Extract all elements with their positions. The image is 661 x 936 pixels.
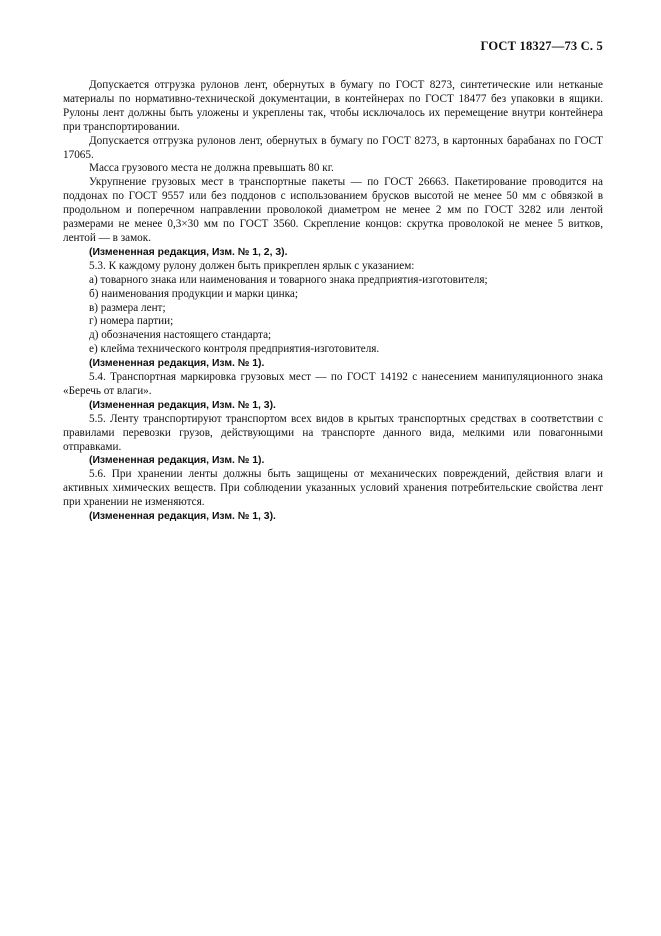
paragraph-drum-shipping: Допускается отгрузка рулонов лент, обернутых в бумагу по ГОСТ 8273, в картонных барабанах по ГОСТ 17065. (63, 134, 603, 161)
paragraph-packaging: Укрупнение грузовых мест в транспортные пакеты — по ГОСТ 26663. Пакетирование проводится на поддонах по ГОСТ 9557 или без поддонов с использованием брусков высотой не менее 50 мм с обвязкой в продольном и поперечном направлении проволокой диаметром не менее 2 мм по ГОСТ 3282 или лентой размерами не менее 0,3×30 мм по ГОСТ 3560. Скрепление концов: скрутка проволокой не менее 5 витков, лентой — в замок. (63, 176, 603, 244)
section-5-6: 5.6. При хранении ленты должны быть защищены от механических повреждений, действия влаги и активных химических веществ. При соблюдении указанных условий хранения потребительские свойства лент при хранении не изменяются. (63, 468, 603, 509)
edition-note: (Измененная редакция, Изм. № 1). (89, 358, 265, 370)
section-5-3: 5.3. К каждому рулону должен быть прикреплен ярлык с указанием: (89, 259, 415, 272)
section-5-5: 5.5. Ленту транспортируют транспортом всех видов в крытых транспортных средствах в соответствии с правилами перевозки грузов, действующими на транспорте данного вида, мелкими или повагонными отправками. (63, 412, 603, 453)
list-item: д) обозначения настоящего стандарта; (89, 329, 272, 342)
edition-note: (Измененная редакция, Изм. № 1). (89, 455, 265, 467)
document-body (63, 79, 603, 524)
edition-note: (Измененная редакция, Изм. № 1, 3). (89, 511, 276, 523)
list-item: б) наименования продукции и марки цинка; (89, 287, 298, 300)
edition-note: (Измененная редакция, Изм. № 1, 2, 3). (89, 246, 288, 258)
list-item: е) клейма технического контроля предприятия-изготовителя. (89, 343, 380, 356)
section-5-4: 5.4. Транспортная маркировка грузовых мест — по ГОСТ 14192 с нанесением манипуляционного знака «Беречь от влаги». (63, 371, 603, 397)
edition-note: (Измененная редакция, Изм. № 1, 3). (89, 399, 276, 411)
paragraph-container-shipping: Допускается отгрузка рулонов лент, обернутых в бумагу по ГОСТ 8273, синтетические или нетканые материалы по нормативно-технической документации, в контейнерах по ГОСТ 18477 без упаковки в ящики. Рулоны лент должны быть уложены и укреплены так, чтобы исключалось их перемещение внутри контейнера при транспортировании. (63, 79, 603, 133)
paragraph-mass-limit: Масса грузового места не должна превышать 80 кг. (89, 162, 334, 175)
list-item: г) номера партии; (89, 315, 174, 328)
list-item: а) товарного знака или наименования и товарного знака предприятия-изготовителя; (89, 273, 488, 286)
page-header: ГОСТ 18327—73 С. 5 (480, 39, 603, 53)
list-item: в) размера лент; (89, 301, 166, 314)
